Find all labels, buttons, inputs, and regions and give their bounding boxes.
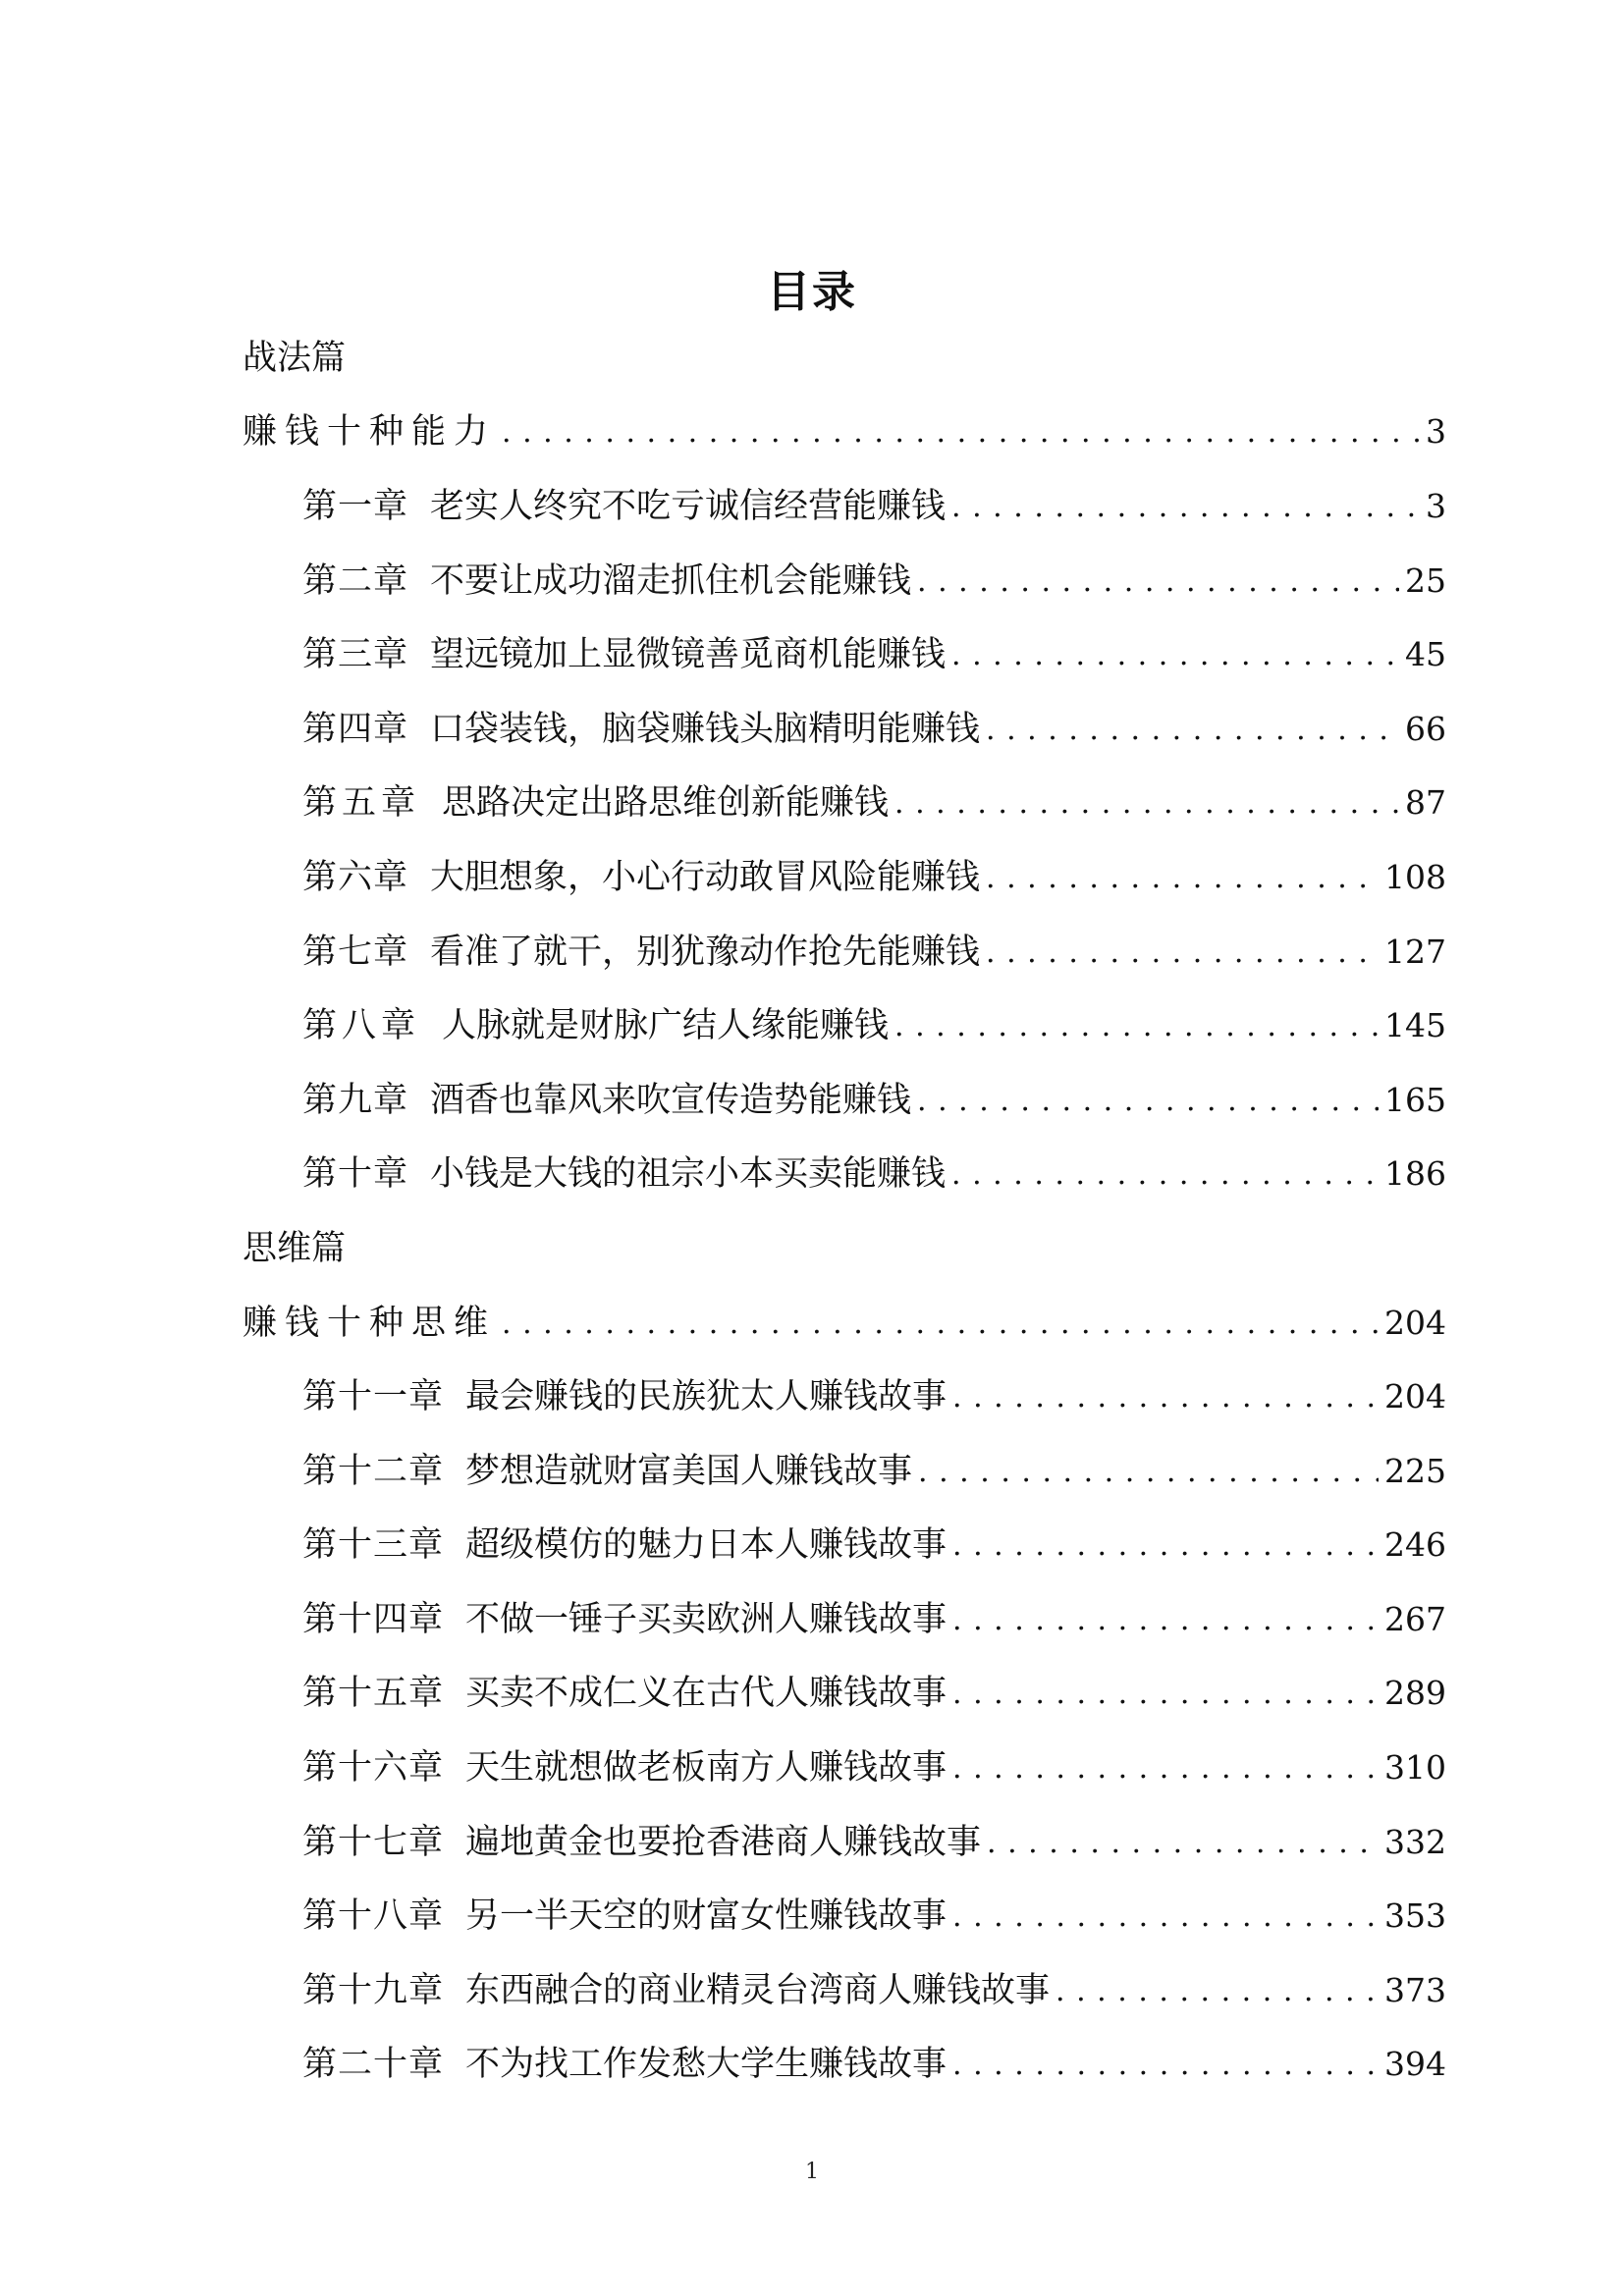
dot-leader [952,1599,1379,1642]
dot-leader [952,1673,1379,1716]
toc-group-entry[interactable] [243,396,1446,470]
toc-page-number: 225 [1384,1451,1446,1490]
chapter-title: 小钱是大钱的祖宗小本买卖能赚钱 [430,1154,947,1195]
toc-chapter-entry[interactable] [243,840,1446,915]
toc-page-number: 289 [1384,1674,1446,1713]
chapter-number: 第十章 [302,1154,409,1195]
toc-chapter-entry[interactable] [243,1731,1446,1805]
chapter-number: 第九章 [302,1080,409,1120]
dot-leader [952,1376,1379,1419]
chapter-number: 第十一章 [302,1377,445,1417]
chapter-number: 第五章 [302,783,421,824]
toc-page-number: 246 [1384,1525,1446,1565]
dot-leader [917,561,1399,604]
chapter-number: 第四章 [302,709,409,749]
chapter-title: 大胆想象，小心行动敢冒风险能赚钱 [430,857,981,897]
chapter-title: 不做一锤子买卖欧洲人赚钱故事 [465,1599,947,1639]
toc-page-number: 3 [1426,486,1446,525]
toc-page-number: 204 [1384,1377,1446,1416]
chapter-number: 第六章 [302,857,409,897]
toc-page-number: 186 [1384,1154,1446,1194]
toc-group-title: 赚钱十种能力 [243,412,497,453]
toc-chapter-entry[interactable] [243,1360,1446,1434]
table-of-contents [243,321,1446,2102]
toc-page-number: 267 [1384,1599,1446,1638]
chapter-title: 不为找工作发愁大学生赚钱故事 [465,2045,947,2085]
dot-leader [502,1303,1379,1346]
chapter-number: 第八章 [302,1006,421,1046]
dot-leader [894,1005,1379,1048]
chapter-title: 酒香也靠风来吹宣传造势能赚钱 [430,1080,912,1120]
chapter-number: 第十三章 [302,1525,445,1566]
page-footer-number: 1 [805,2160,819,2184]
toc-page-number: 204 [1384,1303,1446,1342]
dot-leader [986,709,1399,752]
toc-page-number: 353 [1384,1896,1446,1936]
toc-chapter-entry[interactable] [243,915,1446,989]
toc-chapter-entry[interactable] [243,1434,1446,1509]
toc-chapter-entry[interactable] [243,2028,1446,2103]
dot-leader [986,857,1379,900]
chapter-title: 思路决定出路思维创新能赚钱 [442,783,890,824]
dot-leader [502,411,1420,454]
toc-page-number: 87 [1405,783,1446,823]
chapter-number: 第十六章 [302,1748,445,1789]
toc-chapter-entry[interactable] [243,767,1446,841]
chapter-number: 第十九章 [302,1970,445,2010]
dot-leader [952,1747,1379,1790]
chapter-title: 人脉就是财脉广结人缘能赚钱 [442,1006,890,1046]
chapter-title: 不要让成功溜走抓住机会能赚钱 [430,561,912,601]
toc-page-number: 45 [1405,635,1446,674]
dot-leader [894,782,1399,826]
dot-leader [986,932,1379,975]
chapter-title: 最会赚钱的民族犹太人赚钱故事 [465,1377,947,1417]
chapter-number: 第七章 [302,932,409,972]
toc-page-number: 394 [1384,2045,1446,2084]
toc-page-number: 332 [1384,1822,1446,1861]
toc-group-entry[interactable] [243,1286,1446,1361]
toc-chapter-entry[interactable] [243,1657,1446,1732]
part-heading-zhanfa [243,321,1446,396]
chapter-number: 第一章 [302,486,409,526]
toc-page-number: 165 [1384,1080,1446,1119]
dot-leader [987,1822,1379,1865]
dot-leader [952,2044,1379,2087]
dot-leader [918,1451,1379,1494]
toc-chapter-entry[interactable] [243,1879,1446,1953]
chapter-title: 东西融合的商业精灵台湾商人赚钱故事 [465,1970,1051,2010]
toc-page-number: 373 [1384,1970,1446,2009]
dot-leader [917,1080,1379,1123]
chapter-number: 第十八章 [302,1896,445,1937]
part-heading-siwei [243,1211,1446,1286]
dot-leader [1056,1970,1379,2013]
chapter-number: 第二章 [302,561,409,601]
chapter-title: 遍地黄金也要抢香港商人赚钱故事 [465,1822,982,1862]
chapter-title: 看准了就干，别犹豫动作抢先能赚钱 [430,932,981,972]
page-title: 目录 [767,267,857,317]
toc-page-number: 25 [1405,561,1446,600]
dot-leader [952,1524,1379,1568]
toc-chapter-entry[interactable] [243,1509,1446,1583]
toc-chapter-entry[interactable] [243,1138,1446,1212]
toc-chapter-entry[interactable] [243,469,1446,544]
part-heading-label: 思维篇 [243,1228,347,1268]
toc-page-number: 310 [1384,1748,1446,1788]
part-heading-label: 战法篇 [243,338,347,378]
dot-leader [951,634,1399,677]
toc-page-number: 66 [1405,709,1446,748]
chapter-number: 第三章 [302,635,409,675]
chapter-number: 第十四章 [302,1599,445,1639]
toc-page-number: 127 [1384,932,1446,971]
toc-chapter-entry[interactable] [243,1582,1446,1657]
chapter-title: 望远镜加上显微镜善觅商机能赚钱 [430,635,947,675]
chapter-title: 买卖不成仁义在古代人赚钱故事 [465,1674,947,1714]
toc-chapter-entry[interactable] [243,1953,1446,2028]
chapter-title: 超级模仿的魅力日本人赚钱故事 [465,1525,947,1566]
chapter-number: 第十七章 [302,1822,445,1862]
toc-page-number: 108 [1384,857,1446,896]
chapter-title: 天生就想做老板南方人赚钱故事 [465,1748,947,1789]
toc-page-number: 145 [1384,1006,1446,1045]
chapter-number: 第二十章 [302,2045,445,2085]
toc-chapter-entry[interactable] [243,988,1446,1063]
toc-chapter-entry[interactable] [243,1805,1446,1880]
toc-chapter-entry[interactable] [243,1063,1446,1138]
chapter-number: 第十五章 [302,1674,445,1714]
toc-group-title: 赚钱十种思维 [243,1303,497,1343]
chapter-title: 老实人终究不吃亏诚信经营能赚钱 [430,486,947,526]
chapter-title: 梦想造就财富美国人赚钱故事 [465,1451,913,1491]
chapter-title: 另一半天空的财富女性赚钱故事 [465,1896,947,1937]
toc-page-number: 3 [1426,412,1446,452]
chapter-number: 第十二章 [302,1451,445,1491]
dot-leader [951,486,1420,529]
chapter-title: 口袋装钱，脑袋赚钱头脑精明能赚钱 [430,709,981,749]
toc-chapter-entry[interactable] [243,617,1446,692]
dot-leader [952,1896,1379,1939]
dot-leader [951,1153,1379,1197]
toc-chapter-entry[interactable] [243,692,1446,767]
toc-chapter-entry[interactable] [243,544,1446,618]
